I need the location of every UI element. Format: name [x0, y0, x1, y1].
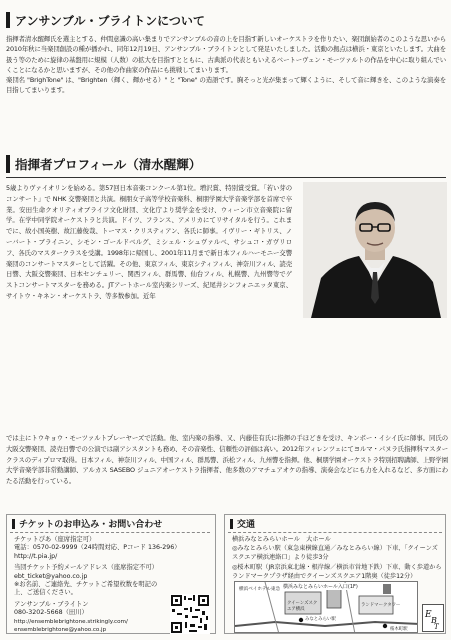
- ticket-section-title: [12, 517, 162, 530]
- ticket-mail-label: 当団チケット予約メールアドレス（座席指定不可）: [14, 564, 158, 572]
- about-section-title: [6, 10, 446, 30]
- about-title-text: アンサンブル・ブライトンについて: [15, 13, 205, 28]
- ticket-title-text: チケットのお申込み・お問い合わせ: [19, 520, 163, 530]
- profile-body-bottom: では主にトウキョウ・モーツァルトプレーヤーズで活動。他、室内楽の指導、又、内藤佳有氏に指揮の手ほどきを受け、キンボー・イシイ氏に師事。同氏の大阪交響楽団、読売日響での公演では副アシスタントも務め、その音楽性、信頼性の評価は高い。2012年フィレンツェにてヨルマ・パヌラ氏指揮科マスタークラスのディプロマ取得。日本フィル、神奈川フィル、中国フィル、群馬響、浜松フィル、九州響を指揮。他、桐朋学園オーケストラ特別招聘講師、上野学園大学音楽学部非常勤講師、アルカス SASEBO ジュニアオーケストラ指揮者、他多数のアマチュアオケの指導、演奏会などにも力を入れるなど、多方面にわたる活動を行っている。: [6, 434, 448, 486]
- route-minatomirai: ◎みなとみらい駅（東急東横線直通／みなとみらい線）下車、「クイーンズスクエア横浜連絡口」より徒歩3分: [232, 545, 438, 562]
- section-marker: [6, 12, 10, 28]
- svg-text:E: E: [425, 610, 432, 620]
- map-label-hotel: 横浜ベイホテル東急: [239, 587, 281, 592]
- profile-title-text: 指揮者プロフィール（清水醒輝）: [15, 157, 202, 172]
- ticket-mail-address[interactable]: ebt_ticket@yahoo.co.jp: [14, 572, 88, 580]
- qr-code-image: [170, 594, 210, 634]
- ticket-pia-phone: 電話：0570-02-9999（24時間対応、Pコード 136-296）: [14, 544, 181, 552]
- about-paragraph-name: 楽団名 "BrighTone" は、"Brighten（輝く、輝かせる）" と "Tone" の造語です。胸そっと光が集まって輝くように、そして音に輝きを、このような演奏を目指してまいります。: [6, 76, 446, 95]
- route-sakuragicho: ◎桜木町駅（JR京浜東北線・根岸線／横浜市営地下鉄）下車、動く歩道からランドマークプラザ経由でクイーンズスクエア1階奥（徒歩12分）: [232, 563, 442, 580]
- map-label-minatomirai: みなとみらい駅: [305, 617, 336, 622]
- ticket-mail-note: ※お名前、ご連絡先、チケットご希望枚数を明記の上、ご送信ください。: [14, 581, 158, 597]
- ticket-pia-url[interactable]: http://t.pia.jp/: [14, 552, 58, 560]
- dashed-divider: [10, 532, 210, 533]
- org-name: アンサンブル・ブライトン: [14, 600, 89, 608]
- svg-text:B: B: [431, 616, 437, 625]
- venue-name: 横浜みなとみらいホール 大ホール: [232, 536, 331, 543]
- profile-body-top: 5歳よりヴァイオリンを始める。第57回日本音楽コンクール第1位。増沢賞、特別賞受賞。「若い芽のコンサート」で NHK 交響楽団と共演。桐朋女子高等学校音楽科、桐朋学園大学音楽学部を首席で卒業。安田生命クオリティオブライフ文化財団、文化庁より奨学金を受け、ウィーン市立音楽院に留学。在学中同学院オーケストラと共演。ドイツ、フランス、アメリカにてリサイタルを行う。これまでに、故小国英樹、故江藤俊哉、トーマス・クリスティアン、各氏に師事。イヴリー・ギトリス、ノーバート・ブライニン、シモン・ゴールドベルグ、ミシェル・シュヴァルベ、サシュコ・ガヴリロフ、各氏のマスタークラスを受講。1998年に帰国し、2001年11月まで新日本フィルハーモニー交響楽団のコンサートマスターとして活躍。その他、東京フィル、東京シティフィル、神奈川フィル、読売日響、大阪交響楽団、日本センチュリー、関西フィル、群馬響、仙台フィル、札幌響、九州響等でゲストコンサートマスターを務める。JTアートホール室内楽シリーズ、紀尾井シンフォニエッタ東京、サイトウ・キネン・オーケストラ、等多数参加。近年: [6, 184, 292, 300]
- qr-code: [170, 594, 210, 634]
- map-label-landmark: ランドマークタワー: [361, 603, 401, 608]
- map-label-queens: クイーンズスクエア横浜: [287, 601, 318, 612]
- access-title-text: 交通: [237, 520, 256, 530]
- section-marker: [6, 155, 10, 173]
- ticket-pia-label: チケットぴあ（座席指定可）: [14, 536, 96, 543]
- venue-map: [234, 581, 418, 633]
- access-section-title: [230, 517, 255, 530]
- about-body: [6, 34, 446, 96]
- portrait-image: [303, 182, 447, 318]
- section-marker: [12, 519, 15, 529]
- svg-text:T: T: [434, 623, 439, 631]
- org-site[interactable]: http://ensemblebrightone.strikingly.com/: [14, 618, 128, 625]
- ensemble-logo: [422, 604, 444, 632]
- org-mail[interactable]: ensemblebrightone@yahoo.co.jp: [14, 627, 107, 634]
- profile-section-title: [6, 153, 446, 175]
- map-label-sakuragicho: 桜木町駅: [390, 627, 408, 632]
- section-marker: [230, 519, 233, 529]
- org-phone: 080-3202-5668（田川）: [14, 609, 88, 617]
- dashed-divider: [228, 532, 442, 533]
- access-details: [232, 535, 442, 581]
- about-paragraph: 指揮者清水醒輝氏を選主とする、仲間意識の高い集まりでアンサンブルの音の上を目指す新しいオーケストラを作りたい、楽団創始者のこのような思いから2010年秋に当楽団創設の種が播かれ、同年12月19日、アンサンブル・ブライトンとして発足いたしました。活動の拠点は横浜・東京といたします。大曲を扱う等のために旋律の基盤用に規模（人数）の拡大を目指すとともに、古典派の代表ともいえるベートーヴェン・モーツァルトの作品を中心に取り組んでいくことになるかと思いますが、その他の作曲家の作品にも挑戦してまいります。: [6, 35, 446, 74]
- conductor-portrait: [303, 182, 447, 318]
- logo-mark: [423, 605, 443, 631]
- divider: [6, 177, 446, 178]
- map-title: 横浜みなとみらいホール入口(1F): [283, 584, 358, 590]
